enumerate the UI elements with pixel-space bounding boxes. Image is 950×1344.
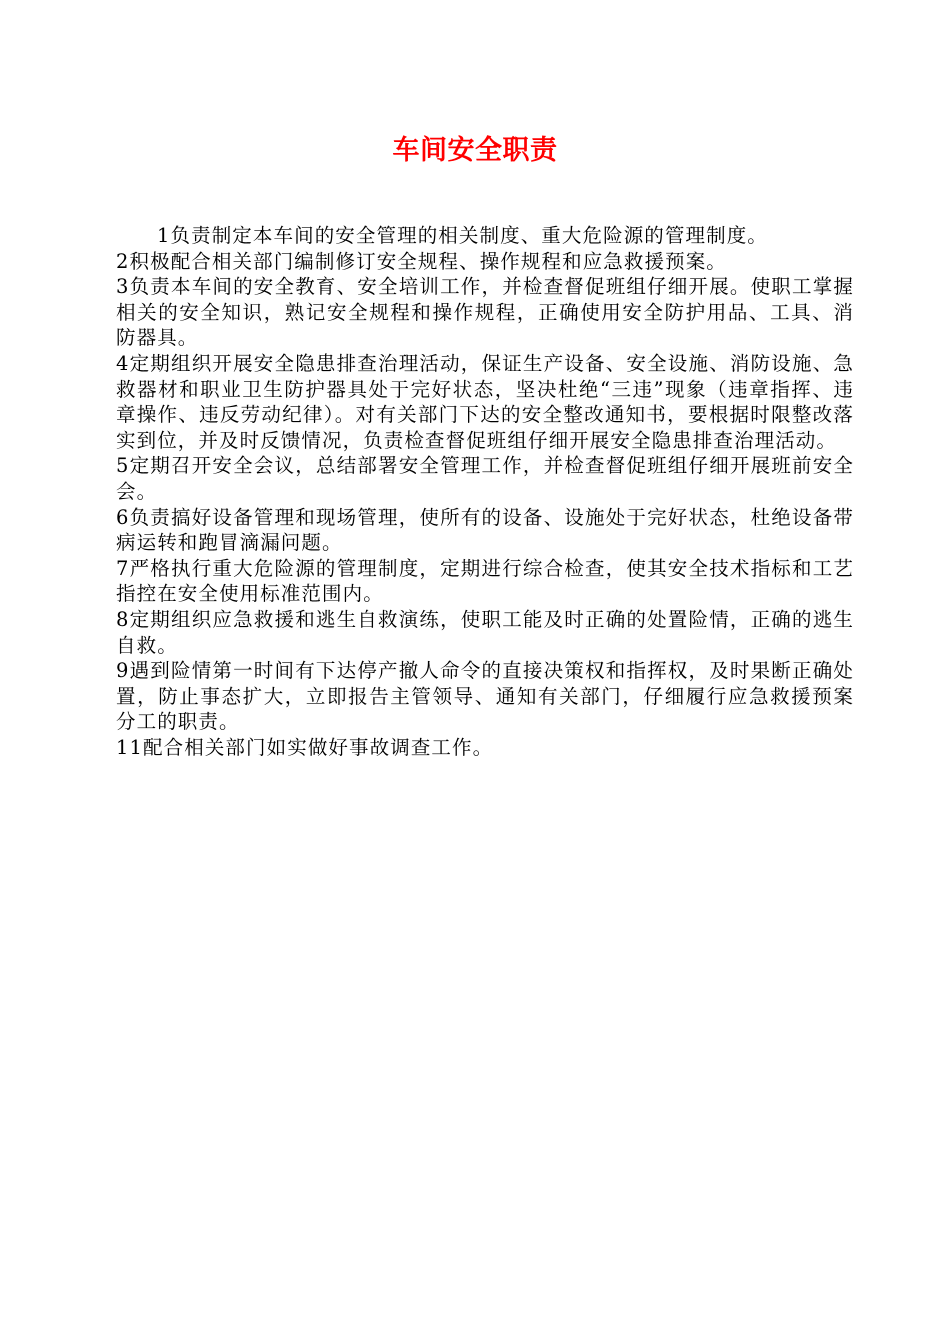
paragraph-11: 11配合相关部门如实做好事故调查工作。 [116, 735, 494, 759]
paragraph-7: 7严格执行重大危险源的管理制度，定期进行综合检查，使其安全技术指标和工艺指控在安全使用标准范围内。 [116, 556, 854, 606]
paragraph-9: 9遇到险情第一时间有下达停产撤人命令的直接决策权和指挥权，及时果断正确处置，防止事态扩大，立即报告主管领导、通知有关部门，仔细履行应急救援预案分工的职责。 [116, 659, 854, 734]
paragraph-1: 1负责制定本车间的安全管理的相关制度、重大危险源的管理制度。 [157, 224, 768, 247]
paragraph-3: 3负责本车间的安全教育、安全培训工作，并检查督促班组仔细开展。使职工掌握相关的安全知识，熟记安全规程和操作规程，正确使用安全防护用品、工具、消防器具。 [116, 275, 854, 350]
paragraph-8: 8定期组织应急救援和逃生自救演练，使职工能及时正确的处置险情，正确的逃生自救。 [116, 607, 854, 657]
paragraph-4: 4定期组织开展安全隐患排查治理活动，保证生产设备、安全设施、消防设施、急救器材和职业卫生防护器具处于完好状态，坚决杜绝“三违”现象（违章指挥、违章操作、违反劳动纪律）。对有关部门下达的安全整改通知书，要根据时限整改落实到位，并及时反馈情况，负责检查督促班组仔细开展安全隐患排查治理活动。 [116, 351, 854, 452]
paragraph-5: 5定期召开安全会议，总结部署安全管理工作，并检查督促班组仔细开展班前安全会。 [116, 454, 854, 503]
paragraph-6: 6负责搞好设备管理和现场管理，使所有的设备、设施处于完好状态，杜绝设备带病运转和跑冒滴漏问题。 [116, 505, 854, 555]
document-title: 车间安全职责 [392, 135, 558, 166]
document-body [116, 223, 854, 760]
paragraph-2: 2积极配合相关部门编制修订安全规程、操作规程和应急救援预案。 [116, 249, 727, 273]
